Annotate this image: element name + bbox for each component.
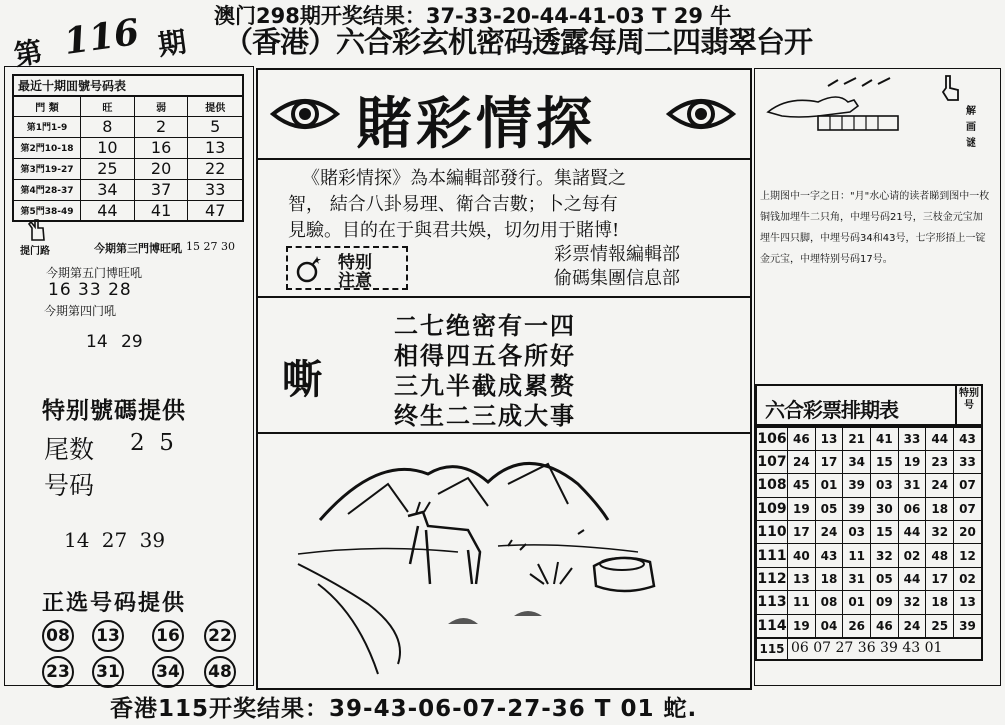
draw-schedule-header bbox=[755, 384, 983, 426]
door3-label: 今期第三門博旺吼 bbox=[94, 242, 182, 255]
value-cell: 37 bbox=[134, 179, 188, 200]
intro-block bbox=[258, 160, 750, 298]
hk-result: 香港115开奖结果：39-43-06-07-27-36 T 01 蛇. bbox=[110, 696, 698, 722]
issue-cell: 114 bbox=[756, 614, 788, 637]
landscape-illustration bbox=[258, 434, 750, 688]
door-cell: 第4門28-37 bbox=[13, 179, 81, 200]
pick-number: 13 bbox=[92, 620, 124, 652]
door-table-title: 最近十期囬號号码表 bbox=[12, 74, 244, 95]
masthead-title: 賭彩情探 bbox=[356, 91, 596, 157]
bomb-icon bbox=[294, 254, 324, 284]
num-cell: 15 bbox=[871, 521, 899, 544]
issue-badge bbox=[10, 10, 200, 73]
clue-explanation: 上期图中一字之日："月"水心请的读者睇到图中一枚铜钱加埋牛二只角，中埋号码21号，三枝金元宝加埋牛四只脚，中埋号码34和43号，七字形捂上一锭金元宝，中埋特别号码17号。 bbox=[760, 191, 990, 265]
issue-cell: 112 bbox=[756, 567, 788, 590]
clue-label: 解 画 谜 bbox=[966, 106, 976, 149]
num-cell: 44 bbox=[898, 521, 926, 544]
num-cell: 15 bbox=[871, 450, 899, 473]
num-cell: 18 bbox=[815, 567, 843, 590]
table-row bbox=[756, 521, 982, 544]
num-cell: 25 bbox=[926, 614, 954, 637]
num-cell: 18 bbox=[926, 591, 954, 614]
num-cell: 39 bbox=[843, 497, 871, 520]
intro-line: 智， 結合八卦易理、衛合吉數；卜之每有 bbox=[288, 194, 618, 215]
num-cell: 17 bbox=[815, 450, 843, 473]
last-draw-row bbox=[755, 639, 983, 661]
publisher-dept: 彩票情報編輯部 bbox=[554, 244, 680, 265]
num-cell: 24 bbox=[898, 614, 926, 637]
pointing-hand-icon bbox=[940, 74, 962, 102]
col-header: 提供 bbox=[188, 96, 243, 116]
last-issue: 115 bbox=[757, 639, 788, 659]
num-cell: 32 bbox=[871, 544, 899, 567]
table-row bbox=[756, 450, 982, 473]
table-row bbox=[756, 591, 982, 614]
num-cell: 24 bbox=[815, 521, 843, 544]
num-cell: 34 bbox=[843, 450, 871, 473]
num-cell: 02 bbox=[898, 544, 926, 567]
num-cell: 11 bbox=[843, 544, 871, 567]
value-cell: 22 bbox=[188, 158, 243, 179]
num-cell: 17 bbox=[788, 521, 816, 544]
door-cell: 第2門10-18 bbox=[13, 137, 81, 158]
num-cell: 03 bbox=[871, 474, 899, 497]
door4-label: 今期第四门吼 bbox=[44, 304, 117, 318]
poem-line: 相得四五各所好 bbox=[394, 341, 576, 370]
table-row bbox=[13, 116, 243, 137]
draw-schedule bbox=[755, 384, 983, 661]
issue-cell: 110 bbox=[756, 521, 788, 544]
num-cell: 30 bbox=[871, 497, 899, 520]
num-cell: 06 bbox=[898, 497, 926, 520]
pick-number: 16 bbox=[152, 620, 184, 652]
table-row bbox=[13, 158, 243, 179]
num-cell: 13 bbox=[788, 567, 816, 590]
num-cell: 05 bbox=[871, 567, 899, 590]
notice-line: 注意 bbox=[338, 271, 372, 291]
num-cell: 24 bbox=[926, 474, 954, 497]
eye-icon bbox=[270, 92, 340, 136]
num-cell: 13 bbox=[815, 427, 843, 450]
num-cell: 41 bbox=[871, 427, 899, 450]
table-row bbox=[13, 137, 243, 158]
publisher-dept: 偷碼集團信息部 bbox=[554, 268, 680, 289]
num-cell: 46 bbox=[788, 427, 816, 450]
num-cell: 21 bbox=[843, 427, 871, 450]
draw-schedule-title: 六合彩票排期表 bbox=[765, 398, 898, 422]
num-cell: 23 bbox=[926, 450, 954, 473]
num-cell: 32 bbox=[926, 521, 954, 544]
num-cell: 19 bbox=[788, 614, 816, 637]
door-cell: 第5門38-49 bbox=[13, 200, 81, 221]
last-draw-numbers: 06 07 27 36 39 43 01 bbox=[791, 639, 943, 656]
table-row bbox=[756, 544, 982, 567]
num-cell: 40 bbox=[788, 544, 816, 567]
table-row bbox=[13, 179, 243, 200]
num-cell: 19 bbox=[788, 497, 816, 520]
intro-line: 《賭彩情探》為本編輯部發行。集諸賢之 bbox=[302, 168, 626, 189]
num-cell: 18 bbox=[926, 497, 954, 520]
value-cell: 5 bbox=[188, 116, 243, 137]
value-cell: 44 bbox=[81, 200, 135, 221]
code-numbers: 14 27 39 bbox=[64, 528, 166, 552]
door4-numbers: 14 29 bbox=[86, 332, 143, 352]
issue-cell: 111 bbox=[756, 544, 788, 567]
code-label: 号码 bbox=[44, 471, 95, 500]
door3-numbers: 15 27 30 bbox=[186, 240, 235, 253]
pick-number: 23 bbox=[42, 656, 74, 688]
num-cell: 33 bbox=[898, 427, 926, 450]
door-cell: 第3門19-27 bbox=[13, 158, 81, 179]
num-cell: 44 bbox=[926, 427, 954, 450]
poem-char: 嘶 bbox=[282, 356, 322, 403]
issue-label: 第 bbox=[11, 34, 45, 73]
num-cell: 09 bbox=[871, 591, 899, 614]
value-cell: 34 bbox=[81, 179, 135, 200]
issue-cell: 106 bbox=[756, 427, 788, 450]
num-cell: 48 bbox=[926, 544, 954, 567]
special-cell: 07 bbox=[954, 474, 982, 497]
tail-label: 尾数 bbox=[44, 435, 95, 464]
num-cell: 04 bbox=[815, 614, 843, 637]
num-cell: 39 bbox=[843, 474, 871, 497]
issue-cell: 109 bbox=[756, 497, 788, 520]
special-cell: 43 bbox=[954, 427, 982, 450]
tail-numbers: 2 5 bbox=[130, 430, 174, 456]
num-cell: 32 bbox=[898, 591, 926, 614]
pick-number: 31 bbox=[92, 656, 124, 688]
num-cell: 05 bbox=[815, 497, 843, 520]
draw-schedule-grid bbox=[755, 426, 983, 639]
num-cell: 03 bbox=[843, 521, 871, 544]
special-cell: 13 bbox=[954, 591, 982, 614]
poem-line: 三九半截成累赘 bbox=[394, 371, 576, 400]
value-cell: 25 bbox=[81, 158, 135, 179]
table-row bbox=[756, 427, 982, 450]
special-cell: 33 bbox=[954, 450, 982, 473]
macau-result: 澳门298期开奖结果：37-33-20-44-41-03 T 29 牛 bbox=[214, 4, 732, 28]
value-cell: 10 bbox=[81, 137, 135, 158]
header-subtitle: （香港）六合彩玄机密码透露每周二四翡翠台开 bbox=[224, 25, 813, 59]
special-title: 特别號碼提供 bbox=[42, 398, 186, 424]
value-cell: 13 bbox=[188, 137, 243, 158]
num-cell: 01 bbox=[815, 474, 843, 497]
value-cell: 41 bbox=[134, 200, 188, 221]
num-cell: 26 bbox=[843, 614, 871, 637]
special-cell: 20 bbox=[954, 521, 982, 544]
num-cell: 31 bbox=[843, 567, 871, 590]
door-table bbox=[12, 74, 244, 222]
value-cell: 20 bbox=[134, 158, 188, 179]
door5-label: 今期第五门博旺吼 bbox=[46, 266, 143, 280]
col-header: 旺 bbox=[81, 96, 135, 116]
issue-suffix: 期 bbox=[156, 25, 189, 62]
pick-number: 08 bbox=[42, 620, 74, 652]
table-row bbox=[756, 614, 982, 637]
special-cell: 07 bbox=[954, 497, 982, 520]
door-table-grid bbox=[12, 95, 244, 222]
pick-number: 48 bbox=[204, 656, 236, 688]
pointing-hand-icon bbox=[26, 218, 48, 242]
poem-line: 二七绝密有一四 bbox=[394, 311, 576, 340]
door-cell: 第1門1-9 bbox=[13, 116, 81, 137]
table-row bbox=[756, 497, 982, 520]
tip-label: 提门路 bbox=[20, 246, 50, 257]
intro-line: 見驗。目的在于與君共娛，切勿用于賭博! bbox=[288, 220, 620, 241]
num-cell: 01 bbox=[843, 591, 871, 614]
pick-number: 34 bbox=[152, 656, 184, 688]
num-cell: 44 bbox=[898, 567, 926, 590]
issue-cell: 113 bbox=[756, 591, 788, 614]
table-row bbox=[756, 474, 982, 497]
col-header: 門 類 bbox=[13, 96, 81, 116]
num-cell: 43 bbox=[815, 544, 843, 567]
num-cell: 08 bbox=[815, 591, 843, 614]
num-cell: 19 bbox=[898, 450, 926, 473]
notice-box bbox=[286, 246, 408, 290]
num-cell: 24 bbox=[788, 450, 816, 473]
poem-line: 终生二三成大事 bbox=[394, 401, 576, 430]
puzzle-picture bbox=[758, 72, 910, 138]
value-cell: 8 bbox=[81, 116, 135, 137]
issue-number: 116 bbox=[61, 10, 142, 64]
value-cell: 16 bbox=[134, 137, 188, 158]
num-cell: 17 bbox=[926, 567, 954, 590]
pick-title: 正选号码提供 bbox=[42, 591, 187, 616]
special-cell: 39 bbox=[954, 614, 982, 637]
num-cell: 46 bbox=[871, 614, 899, 637]
num-cell: 45 bbox=[788, 474, 816, 497]
special-cell: 02 bbox=[954, 567, 982, 590]
notice-line: 特别 bbox=[338, 253, 372, 273]
value-cell: 47 bbox=[188, 200, 243, 221]
num-cell: 31 bbox=[898, 474, 926, 497]
num-cell: 11 bbox=[788, 591, 816, 614]
table-row bbox=[756, 567, 982, 590]
door5-numbers: 16 33 28 bbox=[48, 280, 132, 300]
eye-icon bbox=[666, 92, 736, 136]
issue-cell: 108 bbox=[756, 474, 788, 497]
poem-block bbox=[258, 298, 750, 434]
pick-number: 22 bbox=[204, 620, 236, 652]
issue-cell: 107 bbox=[756, 450, 788, 473]
draw-special-label: 特别号 bbox=[955, 386, 981, 424]
masthead bbox=[258, 70, 750, 160]
special-cell: 12 bbox=[954, 544, 982, 567]
value-cell: 2 bbox=[134, 116, 188, 137]
col-header: 弱 bbox=[134, 96, 188, 116]
value-cell: 33 bbox=[188, 179, 243, 200]
